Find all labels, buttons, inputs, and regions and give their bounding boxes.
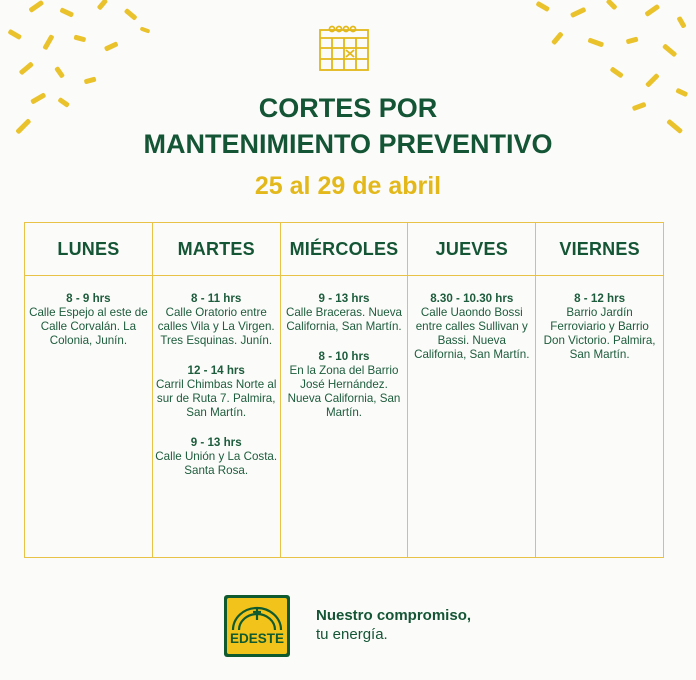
slogan-line2: tu energía.: [316, 626, 388, 643]
outage-slot: [538, 292, 661, 362]
day-header: MIÉRCOLES: [281, 223, 408, 276]
day-slots: [408, 276, 535, 378]
slot-location: Barrio Jardín Ferroviario y Barrio Don Victorio. Palmira, San Martín.: [543, 306, 656, 361]
slot-location: Calle Uaondo Bossi entre calles Sullivan y Bassi. Nueva California, San Martín.: [414, 306, 530, 361]
slot-time: 9 - 13 hrs: [318, 292, 370, 305]
outage-slot: [155, 364, 278, 420]
slot-time: 12 - 14 hrs: [187, 364, 245, 377]
slot-time: 8 - 12 hrs: [574, 292, 626, 305]
schedule-table: [24, 222, 664, 558]
slot-location: Calle Espejo al este de Calle Corvalán. La Colonia, Junín.: [29, 306, 148, 347]
slot-location: Calle Oratorio entre calles Vila y La Virgen. Tres Esquinas. Junín.: [157, 306, 275, 347]
day-header: VIERNES: [536, 223, 663, 276]
day-slots: [281, 276, 408, 436]
day-slots: [25, 276, 152, 364]
slot-time: 8 - 9 hrs: [66, 292, 111, 305]
slot-time: 8 - 10 hrs: [318, 350, 370, 363]
day-slots: [536, 276, 663, 378]
logo-text: EDESTE: [230, 630, 284, 646]
outage-slot: [27, 292, 150, 348]
date-range: 25 al 29 de abril: [254, 172, 442, 200]
outage-slot: [155, 292, 278, 348]
slogan-line1: Nuestro compromiso,: [316, 607, 472, 624]
outage-slot: [283, 292, 406, 334]
outage-slot: [283, 350, 406, 420]
slogan: [316, 606, 471, 644]
edeste-logo: [223, 594, 291, 658]
outage-slot: [155, 436, 278, 478]
slot-location: Calle Unión y La Costa. Santa Rosa.: [155, 450, 278, 477]
page-title-line1: CORTES POR: [258, 93, 438, 123]
day-slots: [153, 276, 280, 494]
page-title-line2: MANTENIMIENTO PREVENTIVO: [143, 129, 553, 159]
day-header: MARTES: [153, 223, 280, 276]
day-column-jueves: [408, 223, 536, 557]
day-header: JUEVES: [408, 223, 535, 276]
slot-time: 8 - 11 hrs: [191, 292, 242, 305]
day-column-viernes: [536, 223, 663, 557]
day-column-miercoles: [281, 223, 409, 557]
outage-slot: [410, 292, 533, 362]
slot-time: 9 - 13 hrs: [190, 436, 242, 449]
day-column-martes: [153, 223, 281, 557]
slot-location: Calle Braceras. Nueva California, San Martín.: [285, 306, 402, 333]
day-header: LUNES: [25, 223, 152, 276]
calendar-x-icon: [318, 24, 370, 72]
slot-location: En la Zona del Barrio José Hernández. Nueva California, San Martín.: [287, 364, 401, 419]
day-column-lunes: [25, 223, 153, 557]
slot-location: Carril Chimbas Norte al sur de Ruta 7. Palmira, San Martín.: [155, 378, 277, 419]
slot-time: 8.30 - 10.30 hrs: [430, 292, 514, 305]
